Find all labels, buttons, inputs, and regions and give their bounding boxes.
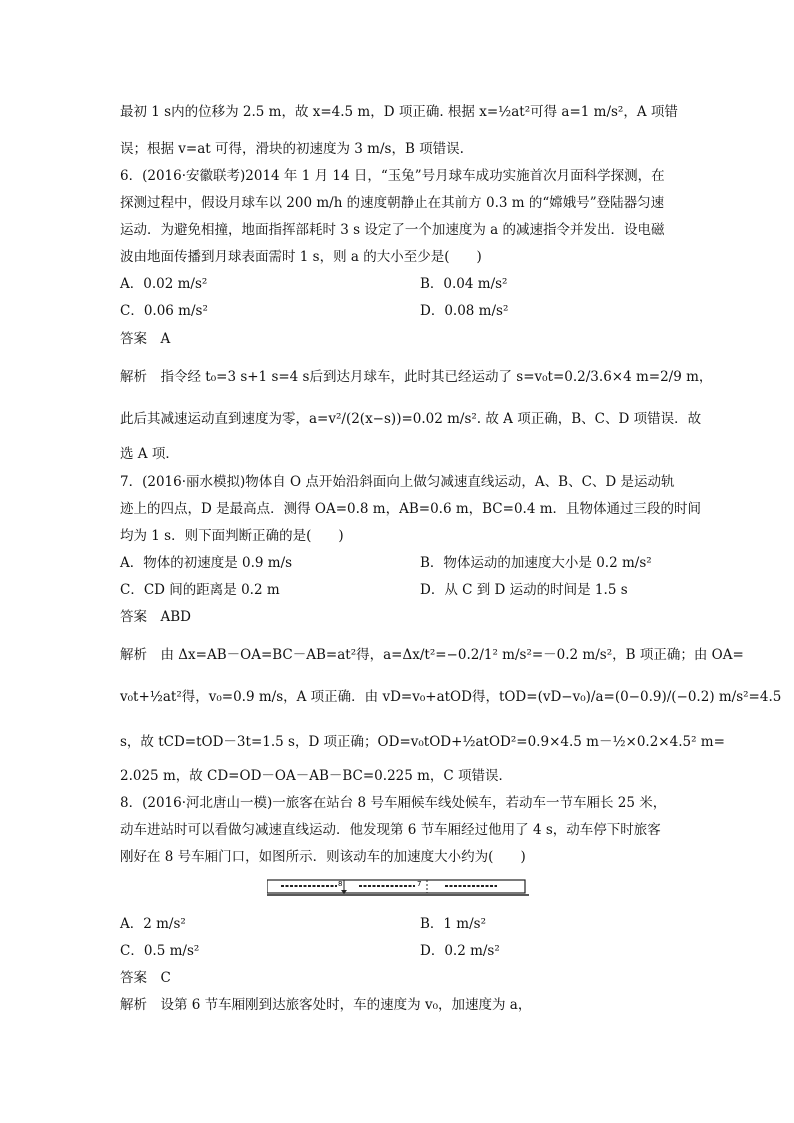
- q7-stem-2: 迹上的四点，D 是最高点．测得 OA=0.8 m，AB=0.6 m，BC=0.4 m．且物体通过三段的时间: [120, 501, 702, 517]
- q6-stem-4: 波由地面传播到月球表面需时 1 s，则 a 的大小至少是( ): [120, 249, 482, 265]
- q8-analysis-1: 解析 设第 6 节车厢刚到达旅客处时，车的速度为 v₀，加速度为 a，: [120, 997, 532, 1013]
- q6-stem-2: 探测过程中，假设月球车以 200 m/h 的速度朝静止在其前方 0.3 m 的“嫦娥号”登陆器匀速: [120, 195, 665, 211]
- q6-option-d: D．0.08 m/s²: [420, 303, 509, 319]
- q6-analysis-3: 选 A 项．: [120, 446, 179, 462]
- q6-stem-3: 运动．为避免相撞，地面指挥部耗时 3 s 设定了一个加速度为 a 的减速指令并发出．设电磁: [120, 222, 665, 238]
- text-line-1: 最初 1 s内的位移为 2.5 m，故 x=4.5 m，D 项正确. 根据 x=½at²可得 a=1 m/s²，A 项错: [120, 104, 678, 120]
- q7-stem-3: 均为 1 s．则下面判断正确的是( ): [120, 528, 344, 544]
- q7-analysis-3: s，故 tCD=tOD－3t=1.5 s，D 项正确；OD=v₀tOD+½atOD²=0.9×4.5 m－½×0.2×4.5² m=: [120, 734, 725, 750]
- q7-option-d: D．从 C 到 D 运动的时间是 1.5 s: [420, 582, 628, 598]
- car-label-8: 8: [338, 880, 343, 888]
- q8-stem-1: 8．(2016·河北唐山一模)一旅客在站台 8 号车厢候车线处候车，若动车一节车厢长 25 米，: [120, 795, 667, 811]
- q8-stem-3: 刚好在 8 号车厢门口，如图所示．则该动车的加速度大小约为( ): [120, 849, 526, 865]
- q6-analysis-2: 此后其减速运动直到速度为零，a=v²/(2(x−s))=0.02 m/s². 故 A 项正确，B、C、D 项错误．故: [120, 411, 702, 427]
- q6-answer: 答案 A: [120, 331, 171, 347]
- q7-option-a: A．物体的初速度是 0.9 m/s: [120, 555, 293, 571]
- car-label-7: 7: [417, 880, 422, 888]
- q7-answer: 答案 ABD: [120, 609, 191, 625]
- q8-option-c: C．0.5 m/s²: [120, 943, 200, 959]
- q7-option-b: B．物体运动的加速度大小是 0.2 m/s²: [420, 555, 652, 571]
- q8-answer: 答案 C: [120, 970, 171, 986]
- q7-analysis-4: 2.025 m，故 CD=OD－OA－AB－BC=0.225 m，C 项错误．: [120, 768, 513, 784]
- q8-option-d: D．0.2 m/s²: [420, 943, 500, 959]
- q6-option-a: A．0.02 m/s²: [120, 276, 208, 292]
- text-line-2: 误；根据 v=at 可得，滑块的初速度为 3 m/s，B 项错误.: [120, 141, 464, 157]
- q7-analysis-1: 解析 由 Δx=AB－OA=BC－AB=at²得，a=Δx/t²=−0.2/1² m/s²=－0.2 m/s²，B 项正确；由 OA=: [120, 647, 744, 663]
- q8-option-b: B．1 m/s²: [420, 916, 486, 932]
- q7-stem-1: 7．(2016·丽水模拟)物体自 O 点开始沿斜面向上做匀减速直线运动，A、B、C、D 是运动轨: [120, 474, 675, 490]
- q6-option-c: C．0.06 m/s²: [120, 303, 208, 319]
- q7-option-c: C．CD 间的距离是 0.2 m: [120, 582, 280, 598]
- q6-stem-1: 6．(2016·安徽联考)2014 年 1 月 14 日，“玉兔”号月球车成功实施首次月面科学探测，在: [120, 168, 665, 184]
- q8-stem-2: 动车进站时可以看做匀减速直线运动．他发现第 6 节车厢经过他用了 4 s，动车停下时旅客: [120, 822, 661, 838]
- q6-option-b: B．0.04 m/s²: [420, 276, 508, 292]
- q7-analysis-2: v₀t+½at²得，v₀=0.9 m/s，A 项正确．由 vD=v₀+atOD得，tOD=(vD−v₀)/a=(0−0.9)/(−0.2) m/s²=4.5: [120, 689, 782, 705]
- q6-analysis-1: 解析 指令经 t₀=3 s+1 s=4 s后到达月球车，此时其已经运动了 s=v₀t=0.2/3.6×4 m=2/9 m，: [120, 369, 713, 385]
- train-diagram: [267, 878, 529, 898]
- q8-option-a: A．2 m/s²: [120, 916, 186, 932]
